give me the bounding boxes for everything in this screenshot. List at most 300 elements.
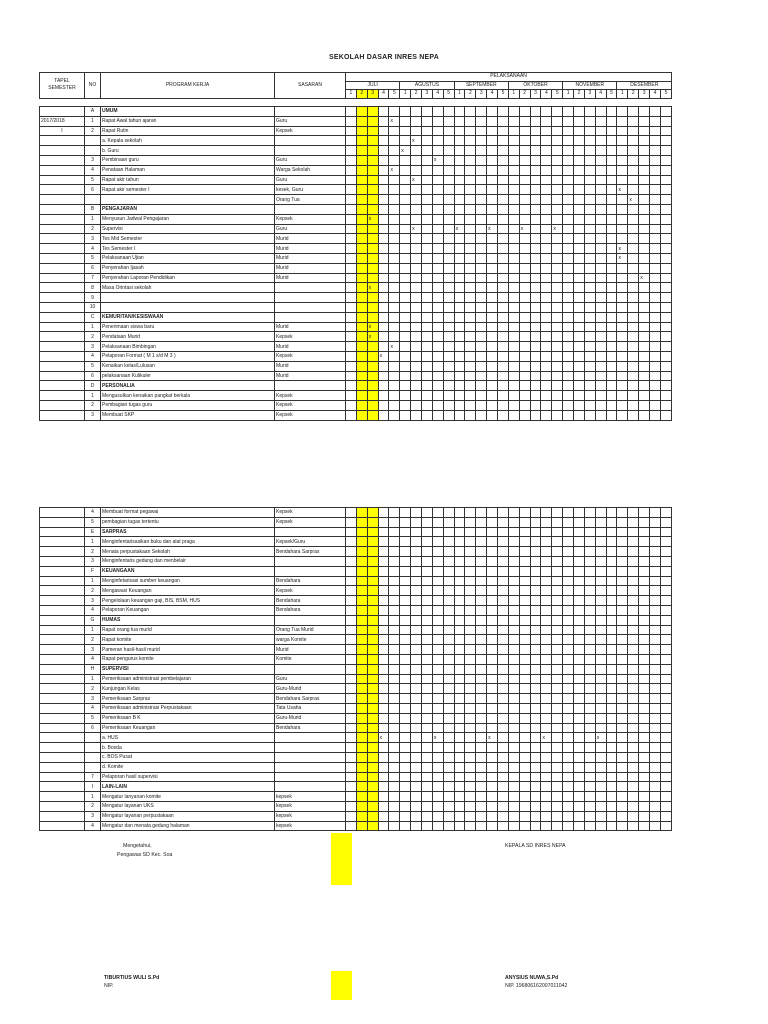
schedule-cell [660,312,671,322]
schedule-cell [617,273,628,283]
schedule-cell [628,312,639,322]
schedule-cell [639,664,650,674]
schedule-cell [443,185,454,195]
schedule-cell [639,752,650,762]
schedule-cell [541,635,552,645]
schedule-cell [454,586,465,596]
schedule-cell [465,371,476,381]
schedule-cell [487,116,498,126]
schedule-cell [508,801,519,811]
schedule-cell [422,195,433,205]
schedule-cell [367,821,378,831]
schedule-cell [563,391,574,401]
schedule-cell [606,556,617,566]
schedule-cell [346,293,357,303]
schedule-cell [498,224,509,234]
schedule-cell [346,703,357,713]
schedule-cell [422,743,433,753]
schedule-cell [519,175,530,185]
cell-tapel [40,322,85,332]
schedule-cell [584,302,595,312]
schedule-cell [660,195,671,205]
schedule-cell [411,234,422,244]
schedule-cell [552,508,563,518]
schedule-cell [617,576,628,586]
cell-sasaran [275,762,346,772]
schedule-cell [367,556,378,566]
schedule-cell [541,244,552,254]
schedule-cell [530,263,541,273]
header-week: 3 [367,90,378,99]
schedule-cell [476,410,487,420]
schedule-cell [411,195,422,205]
schedule-cell [378,312,389,322]
schedule-cell [443,801,454,811]
schedule-cell [389,517,400,527]
schedule-cell [563,400,574,410]
table-row [40,576,672,586]
schedule-cell [443,694,454,704]
schedule-cell [660,782,671,792]
schedule-cell [476,733,487,743]
schedule-cell [660,586,671,596]
schedule-cell [563,185,574,195]
schedule-cell [378,371,389,381]
header-week: 3 [639,90,650,99]
cell-tapel [40,556,85,566]
schedule-cell [552,527,563,537]
schedule-cell [411,645,422,655]
schedule-cell [639,792,650,802]
schedule-cell [650,391,661,401]
schedule-cell [432,293,443,303]
schedule-cell [465,684,476,694]
schedule-cell [367,684,378,694]
schedule-cell [476,283,487,293]
schedule-cell [617,752,628,762]
schedule-cell [617,146,628,156]
schedule-cell [487,762,498,772]
schedule-cell [639,694,650,704]
schedule-cell [454,302,465,312]
schedule-cell [617,703,628,713]
schedule-cell [389,713,400,723]
schedule-cell [498,635,509,645]
schedule-cell [606,361,617,371]
cell-tapel [40,332,85,342]
schedule-cell [498,195,509,205]
schedule-cell [660,165,671,175]
header-week: 5 [389,90,400,99]
schedule-cell [487,155,498,165]
schedule-cell [639,801,650,811]
schedule-cell [519,155,530,165]
schedule-mark: x [617,253,628,263]
schedule-cell [574,322,585,332]
document-title: SEKOLAH DASAR INRES NEPA [328,54,440,61]
schedule-cell [400,293,411,303]
schedule-cell [356,273,367,283]
schedule-cell [443,811,454,821]
schedule-cell [443,312,454,322]
schedule-cell [530,645,541,655]
schedule-cell [617,195,628,205]
schedule-cell [400,410,411,420]
schedule-cell [465,204,476,214]
schedule-cell [411,752,422,762]
schedule-cell [584,312,595,322]
schedule-cell [552,811,563,821]
schedule-cell [660,342,671,352]
schedule-cell [660,116,671,126]
schedule-cell [465,244,476,254]
schedule-cell [400,214,411,224]
schedule-cell [476,547,487,557]
schedule-cell [487,107,498,117]
schedule-cell [574,175,585,185]
schedule-cell [508,283,519,293]
schedule-cell [476,703,487,713]
schedule-cell [574,185,585,195]
schedule-cell [487,126,498,136]
table-row [40,645,672,655]
schedule-cell [628,537,639,547]
schedule-cell [367,234,378,244]
schedule-cell [639,253,650,263]
header-tapel-semester [40,73,85,99]
schedule-cell [595,723,606,733]
cell-tapel [40,645,85,655]
schedule-cell [574,204,585,214]
schedule-cell [422,508,433,518]
schedule-cell [541,694,552,704]
schedule-cell [563,253,574,263]
schedule-cell [356,234,367,244]
cell-tapel [40,811,85,821]
schedule-cell [606,635,617,645]
schedule-cell [498,743,509,753]
cell-no: 6 [85,263,101,273]
cell-sasaran [275,283,346,293]
cell-no: 3 [85,811,101,821]
schedule-cell [422,263,433,273]
schedule-cell [498,527,509,537]
schedule-cell [660,752,671,762]
schedule-cell [650,273,661,283]
schedule-cell [346,253,357,263]
cell-tapel [40,273,85,283]
schedule-cell [432,302,443,312]
schedule-cell [563,322,574,332]
schedule-cell [346,400,357,410]
schedule-cell [617,743,628,753]
cell-no: 4 [85,351,101,361]
schedule-cell [422,527,433,537]
table-row [40,713,672,723]
schedule-cell [389,391,400,401]
schedule-cell [541,743,552,753]
schedule-cell [660,371,671,381]
cell-sasaran: Murid [275,273,346,283]
schedule-cell [650,713,661,723]
schedule-cell [367,527,378,537]
schedule-cell [508,782,519,792]
schedule-cell [563,195,574,205]
cell-sasaran: Murid [275,645,346,655]
schedule-cell [346,332,357,342]
schedule-cell [400,517,411,527]
cell-sasaran: Kepsek [275,351,346,361]
cell-program: Pameran hasil-hasil murid [101,645,275,655]
cell-program: pembagian tugas tertentu [101,517,275,527]
schedule-cell [346,586,357,596]
schedule-cell [584,244,595,254]
schedule-cell [432,615,443,625]
schedule-cell [476,723,487,733]
schedule-cell [508,703,519,713]
schedule-cell [378,811,389,821]
schedule-cell [541,596,552,606]
schedule-cell [389,625,400,635]
schedule-cell [356,723,367,733]
schedule-cell [519,713,530,723]
schedule-cell [530,615,541,625]
schedule-cell [422,586,433,596]
schedule-cell [650,312,661,322]
schedule-cell [530,782,541,792]
schedule-cell [400,664,411,674]
schedule-cell [356,674,367,684]
schedule-cell [563,664,574,674]
schedule-cell [617,772,628,782]
table-row [40,508,672,518]
schedule-cell [541,517,552,527]
schedule-cell [476,204,487,214]
schedule-cell [606,410,617,420]
schedule-cell [443,342,454,352]
schedule-cell [411,263,422,273]
schedule-cell [487,253,498,263]
schedule-cell [389,821,400,831]
schedule-cell [530,811,541,821]
schedule-cell [584,508,595,518]
schedule-cell [639,204,650,214]
schedule-cell [367,782,378,792]
schedule-mark: x [367,283,378,293]
schedule-cell [508,293,519,303]
header-week: 2 [411,90,422,99]
schedule-cell [530,165,541,175]
schedule-cell [498,674,509,684]
cell-no: 5 [85,253,101,263]
schedule-cell [356,293,367,303]
schedule-cell [530,772,541,782]
schedule-cell [422,674,433,684]
schedule-cell [606,322,617,332]
schedule-cell [508,694,519,704]
schedule-cell [476,566,487,576]
schedule-cell [411,664,422,674]
schedule-cell [541,782,552,792]
schedule-cell [389,723,400,733]
cell-program: Rapat komite [101,635,275,645]
schedule-cell [552,576,563,586]
schedule-cell [617,312,628,322]
schedule-cell [465,322,476,332]
schedule-cell [519,615,530,625]
schedule-cell [432,517,443,527]
schedule-cell [639,625,650,635]
schedule-cell [606,224,617,234]
schedule-cell [487,381,498,391]
schedule-cell [628,811,639,821]
schedule-cell [530,410,541,420]
schedule-cell [389,400,400,410]
cell-tapel [40,371,85,381]
schedule-cell [400,586,411,596]
schedule-cell [530,391,541,401]
schedule-cell [639,566,650,576]
header-week: 1 [454,90,465,99]
schedule-cell [411,527,422,537]
schedule-cell [476,263,487,273]
schedule-cell [378,703,389,713]
schedule-cell [617,165,628,175]
schedule-cell [487,195,498,205]
schedule-cell [443,263,454,273]
schedule-cell [584,635,595,645]
schedule-cell [367,195,378,205]
table-row [40,586,672,596]
schedule-cell [530,371,541,381]
cell-no: 7 [85,772,101,782]
schedule-cell [595,792,606,802]
schedule-cell [595,811,606,821]
schedule-cell [378,645,389,655]
cell-tapel [40,146,85,156]
schedule-cell [454,596,465,606]
schedule-cell [595,283,606,293]
schedule-cell [443,107,454,117]
schedule-cell [465,312,476,322]
schedule-cell [574,116,585,126]
schedule-cell [519,684,530,694]
schedule-cell [411,596,422,606]
schedule-cell [519,635,530,645]
cell-sasaran: Guru [275,175,346,185]
schedule-cell [606,576,617,586]
cell-sasaran: kepsek [275,811,346,821]
schedule-cell [508,391,519,401]
schedule-cell [389,234,400,244]
schedule-cell [660,664,671,674]
cell-no: 2 [85,586,101,596]
schedule-cell [389,381,400,391]
schedule-cell [639,302,650,312]
schedule-cell [639,195,650,205]
schedule-cell [367,615,378,625]
schedule-cell [617,302,628,312]
schedule-cell [356,126,367,136]
schedule-cell [519,136,530,146]
schedule-cell [584,351,595,361]
header-week: 5 [660,90,671,99]
schedule-cell [519,312,530,322]
table-row [40,615,672,625]
schedule-cell [378,556,389,566]
schedule-cell [476,762,487,772]
schedule-cell [411,204,422,214]
schedule-cell [476,165,487,175]
schedule-cell [628,126,639,136]
schedule-cell [530,185,541,195]
schedule-cell [508,508,519,518]
schedule-cell [487,811,498,821]
schedule-mark: x [367,214,378,224]
schedule-cell [454,527,465,537]
schedule-cell [650,283,661,293]
table-row [40,107,672,117]
cell-no: 7 [85,273,101,283]
schedule-cell [639,723,650,733]
schedule-cell [563,684,574,694]
table-row [40,733,672,743]
cell-no: 8 [85,283,101,293]
schedule-cell [628,107,639,117]
schedule-mark: x [519,224,530,234]
cell-tapel [40,713,85,723]
schedule-cell [400,195,411,205]
schedule-cell [660,527,671,537]
schedule-cell [454,195,465,205]
schedule-cell [400,391,411,401]
schedule-cell [346,391,357,401]
schedule-cell [552,547,563,557]
schedule-cell [378,596,389,606]
schedule-cell [454,293,465,303]
cell-no: 1 [85,214,101,224]
schedule-cell [476,556,487,566]
header-week: 3 [422,90,433,99]
schedule-cell [367,136,378,146]
schedule-cell [595,107,606,117]
cell-program: Pemeriksaan administrasi pembelajaran [101,674,275,684]
schedule-cell [617,537,628,547]
schedule-cell [617,371,628,381]
schedule-cell [454,263,465,273]
schedule-cell [476,332,487,342]
schedule-cell [432,664,443,674]
table-row [40,684,672,694]
cell-tapel [40,723,85,733]
schedule-cell [356,342,367,352]
schedule-cell [584,410,595,420]
header-week: 1 [346,90,357,99]
schedule-cell [584,155,595,165]
cell-sasaran: Guru [275,116,346,126]
schedule-cell [465,517,476,527]
schedule-cell [595,195,606,205]
schedule-cell [346,165,357,175]
schedule-cell [584,116,595,126]
schedule-cell [660,155,671,165]
schedule-cell [530,322,541,332]
schedule-cell [541,312,552,322]
schedule-cell [400,772,411,782]
table-row [40,703,672,713]
schedule-cell [356,684,367,694]
schedule-cell [660,508,671,518]
